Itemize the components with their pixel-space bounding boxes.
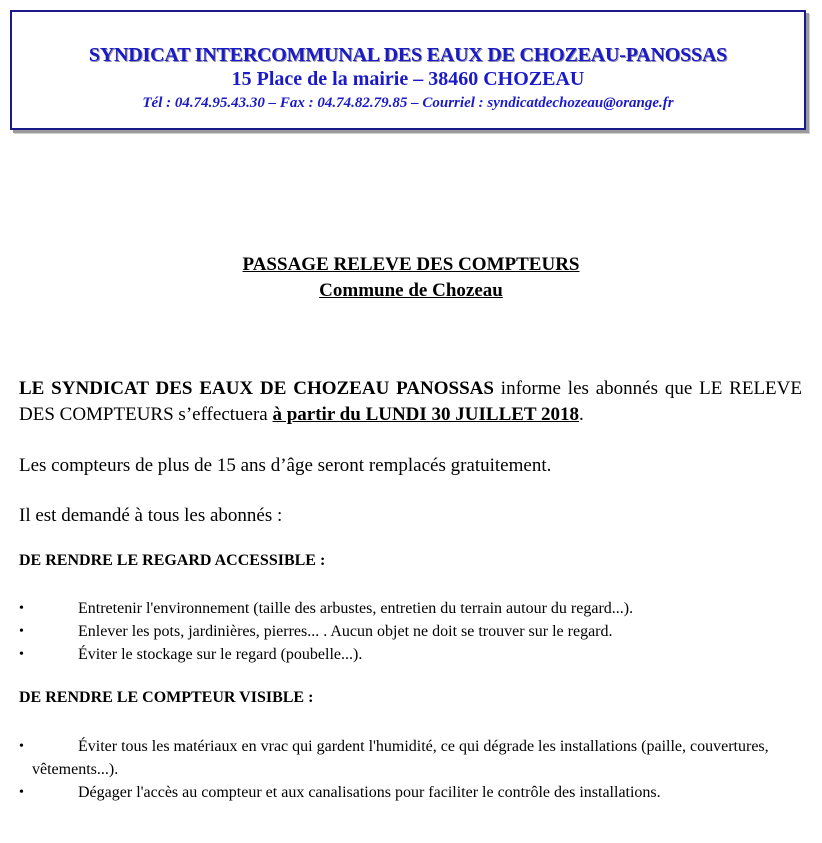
notice-title: PASSAGE RELEVE DES COMPTEURS — [242, 254, 580, 275]
list-item-text: Entretenir l'environnement (taille des arbustes, entretien du terrain autour du regard...). — [78, 600, 634, 617]
list-item-text: Enlever les pots, jardinières, pierres... . Aucun objet ne doit se trouver sur le regard. — [78, 623, 613, 640]
list-item — [0, 620, 792, 643]
notice-subtitle: Commune de Chozeau — [319, 280, 503, 301]
list-item — [0, 597, 792, 620]
bullet-icon: • — [19, 785, 24, 800]
syndicate-name: LE SYNDICAT DES EAUX DE CHOZEAU PANOSSAS — [19, 378, 494, 399]
compteur-list — [0, 735, 822, 804]
bullet-icon: • — [19, 601, 24, 616]
announcement-end: . — [579, 404, 584, 425]
bullet-icon: • — [19, 739, 24, 754]
letterhead-box — [10, 10, 806, 130]
organization-address: 15 Place de la mairie – 38460 CHOZEAU — [231, 68, 585, 90]
organization-contact: Tél : 04.74.95.43.30 – Fax : 04.74.82.79.85 – Courriel : syndicatdechozeau@orange.fr — [142, 95, 674, 111]
bullet-icon: • — [19, 647, 24, 662]
regard-list — [0, 597, 822, 666]
replacement-paragraph: Les compteurs de plus de 15 ans d’âge seront remplacés gratuitement. — [19, 455, 552, 476]
organization-name: SYNDICAT INTERCOMMUNAL DES EAUX DE CHOZEAU-PANOSSAS — [88, 44, 728, 66]
list-item — [0, 781, 792, 804]
section-heading-regard: DE RENDRE LE REGARD ACCESSIBLE : — [19, 552, 326, 569]
announcement-paragraph — [19, 376, 802, 428]
request-paragraph: Il est demandé à tous les abonnés : — [19, 505, 283, 526]
list-item-text: Éviter le stockage sur le regard (poubelle...). — [78, 646, 363, 663]
list-item — [0, 643, 792, 666]
section-heading-compteur: DE RENDRE LE COMPTEUR VISIBLE : — [19, 689, 314, 706]
list-item-text: Éviter tous les matériaux en vrac qui gardent l'humidité, ce qui dégrade les installations (paille, couvertures, vêtements...). — [32, 738, 769, 778]
announcement-text: informe les abonnés que LE RELEVE DES COMPTEURS s’effectuera — [19, 378, 802, 425]
start-date: à partir du LUNDI 30 JUILLET 2018 — [272, 404, 580, 425]
list-item — [0, 735, 792, 781]
list-item-text: Dégager l'accès au compteur et aux canalisations pour faciliter le contrôle des installations. — [78, 784, 661, 801]
bullet-icon: • — [19, 624, 24, 639]
